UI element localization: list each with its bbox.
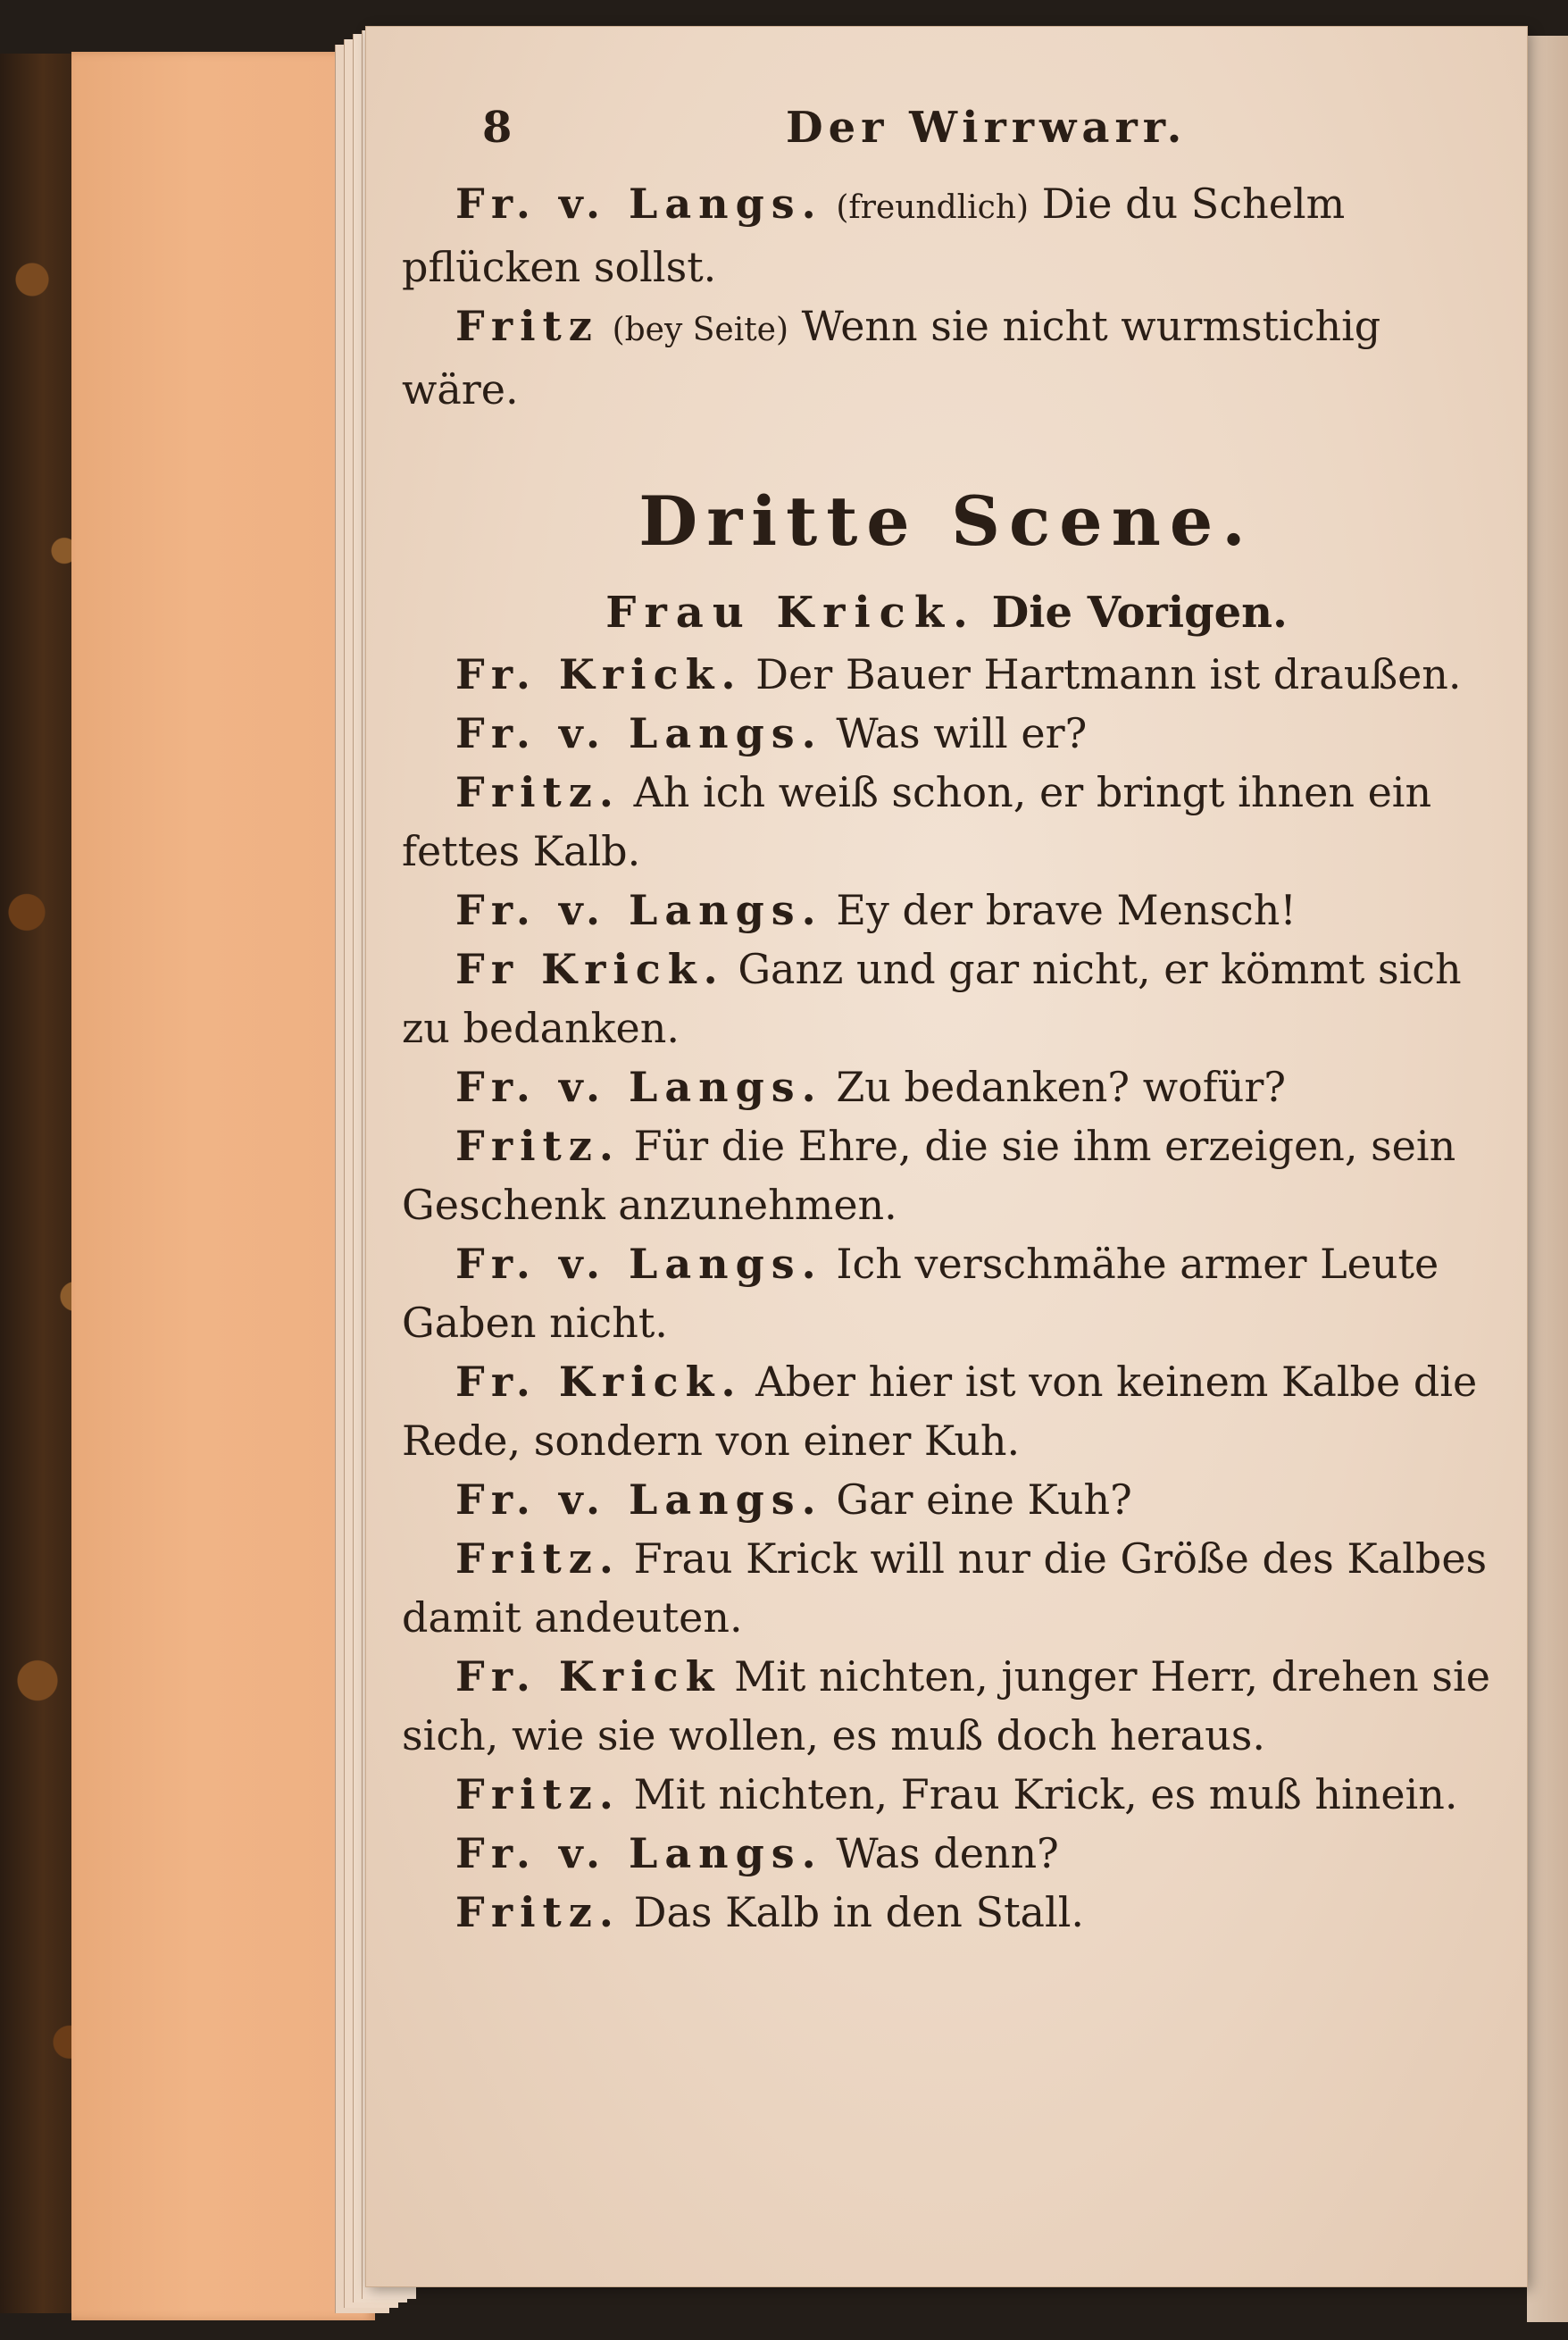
dialogue-line bbox=[402, 1352, 1491, 1470]
speaker-name: Fr. v. Langs. bbox=[455, 709, 823, 757]
dialogue-line bbox=[402, 1116, 1491, 1234]
dialogue-line bbox=[402, 1470, 1491, 1529]
book-page bbox=[366, 27, 1527, 2286]
line-text: Frau Krick will nur die Größe des Kalbes damit andeuten. bbox=[402, 1534, 1488, 1642]
line-text: Was will er? bbox=[836, 709, 1088, 757]
cast-speaker: Frau Krick. bbox=[605, 588, 977, 638]
speaker-name: Fr. v. Langs. bbox=[455, 1475, 823, 1524]
speaker-name: Fritz. bbox=[455, 1770, 621, 1818]
speaker-name: Fritz. bbox=[455, 1122, 621, 1170]
scene-cast bbox=[402, 588, 1491, 638]
cast-rest: Die Vorigen. bbox=[991, 588, 1288, 638]
dialogue-line bbox=[402, 1765, 1491, 1824]
scene-title: Dritte Scene. bbox=[638, 481, 1255, 561]
stage-direction: (freundlich) bbox=[836, 189, 1030, 226]
dialogue-line bbox=[402, 940, 1491, 1057]
speaker-name: Fr. v. Langs. bbox=[455, 1829, 823, 1877]
speaker-name: Fr. v. Langs. bbox=[455, 1063, 823, 1111]
running-head: Der Wirrwarr. bbox=[786, 103, 1188, 153]
speaker-name: Fr. Krick. bbox=[455, 1358, 743, 1406]
dialogue-line bbox=[402, 297, 1491, 419]
line-text: Die du Schelm pflücken sollst. bbox=[402, 180, 1346, 291]
line-text: Ah ich weiß schon, er bringt ihnen ein fettes Kalb. bbox=[402, 768, 1432, 875]
dialogue-line bbox=[402, 763, 1491, 881]
dialogue-line bbox=[402, 174, 1491, 297]
dialogue-line bbox=[402, 1529, 1491, 1647]
stage-direction: (bey Seite) bbox=[612, 312, 789, 348]
facing-page-edge bbox=[1527, 36, 1568, 2322]
line-text: Was denn? bbox=[836, 1829, 1059, 1877]
speaker-name: Fr Krick. bbox=[455, 945, 725, 993]
dialogue-line bbox=[402, 704, 1491, 763]
dialogue-line bbox=[402, 881, 1491, 940]
endpaper bbox=[71, 52, 375, 2320]
line-text: Das Kalb in den Stall. bbox=[633, 1888, 1085, 1936]
line-text: Zu bedanken? wofür? bbox=[836, 1063, 1287, 1111]
dialogue-line bbox=[402, 1234, 1491, 1352]
dialogue-line bbox=[402, 1647, 1491, 1765]
line-text: Gar eine Kuh? bbox=[836, 1475, 1132, 1524]
speaker-name: Fritz. bbox=[455, 768, 621, 816]
speaker-name: Fritz. bbox=[455, 1888, 621, 1936]
line-text: Mit nichten, Frau Krick, es muß hinein. bbox=[633, 1770, 1458, 1818]
line-text: Ich verschmähe armer Leute Gaben nicht. bbox=[402, 1240, 1439, 1347]
speaker-name: Fr. Krick bbox=[455, 1652, 721, 1701]
line-text: Ey der brave Mensch! bbox=[836, 886, 1297, 934]
dialogue-line bbox=[402, 1057, 1491, 1116]
page-number: 8 bbox=[482, 103, 513, 153]
line-text: Aber hier ist von keinem Kalbe die Rede, sondern von einer Kuh. bbox=[402, 1358, 1478, 1465]
speaker-name: Fritz bbox=[455, 302, 599, 350]
page-text bbox=[402, 103, 1491, 1942]
dialogue-line bbox=[402, 1883, 1491, 1942]
speaker-name: Fr. Krick. bbox=[455, 650, 743, 698]
dialogue-line bbox=[402, 645, 1491, 704]
line-text: Ganz und gar nicht, er kömmt sich zu bedanken. bbox=[402, 945, 1462, 1052]
page-header bbox=[402, 103, 1491, 174]
dialogue-line bbox=[402, 1824, 1491, 1883]
line-text: Mit nichten, junger Herr, drehen sie sich, wie sie wollen, es muß doch heraus. bbox=[402, 1652, 1490, 1759]
speaker-name: Fr. v. Langs. bbox=[455, 180, 823, 228]
line-text: Für die Ehre, die sie ihm erzeigen, sein Geschenk anzunehmen. bbox=[402, 1122, 1456, 1229]
line-text: Wenn sie nicht wurmstichig wäre. bbox=[402, 302, 1381, 414]
speaker-name: Fr. v. Langs. bbox=[455, 1240, 823, 1288]
speaker-name: Fritz. bbox=[455, 1534, 621, 1583]
line-text: Der Bauer Hartmann ist draußen. bbox=[755, 650, 1462, 698]
speaker-name: Fr. v. Langs. bbox=[455, 886, 823, 934]
